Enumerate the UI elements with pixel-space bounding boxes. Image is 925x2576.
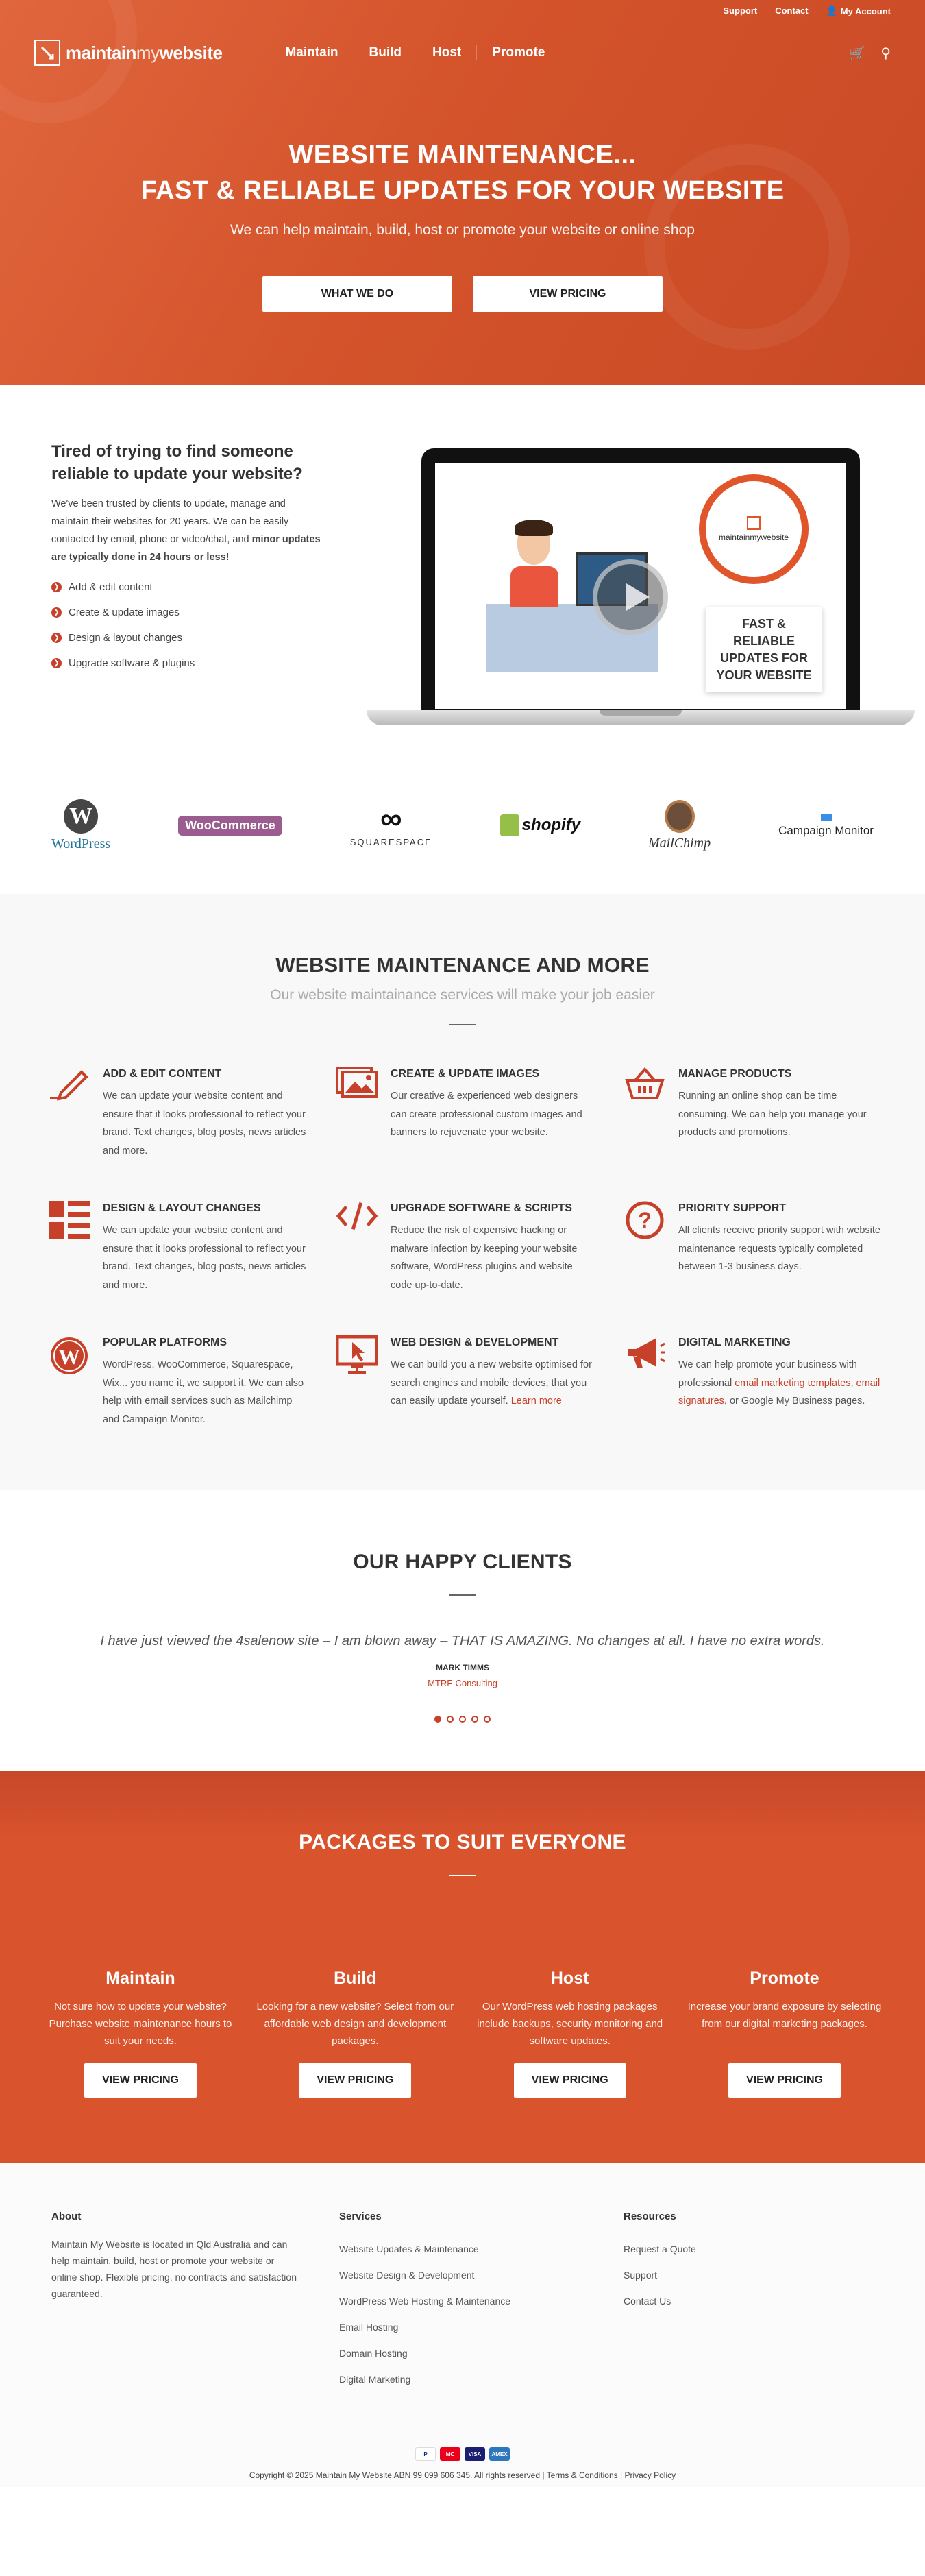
squarespace-icon: ∞: [380, 801, 402, 836]
testimonial-pager: [0, 1716, 925, 1723]
contact-link[interactable]: Contact: [775, 5, 809, 16]
intro-para-b: minor updates are typically done in 24 hours or less!: [51, 534, 321, 563]
hero-subtitle: We can help maintain, build, host or promote your website or online shop: [230, 222, 695, 238]
service-text-body: We can build you a new website optimised for search engines and mobile devices, that you can easily update yourself.: [391, 1359, 592, 1407]
service-text-c: , or Google My Business pages.: [724, 1396, 865, 1407]
packages-section: [0, 1771, 925, 2163]
packages-title: PACKAGES TO SUIT EVERYONE: [299, 1831, 626, 1854]
payment-icons: [0, 2447, 925, 2461]
laptop-video[interactable]: [367, 448, 915, 736]
package-name: Maintain: [106, 1969, 175, 1988]
video-tagline: FAST & RELIABLE UPDATES FOR YOUR WEBSITE: [706, 607, 822, 692]
footer-services-title: Services: [339, 2211, 382, 2222]
mailchimp-logo: [648, 800, 711, 851]
email-signatures-link[interactable]: email signatures: [678, 1377, 880, 1407]
chevron-right-icon: ❯: [51, 607, 62, 618]
packages-band: [0, 1771, 925, 1839]
copyright: [0, 2470, 925, 2487]
pager-dot[interactable]: [434, 1716, 441, 1723]
squarespace-logo-text: SQUARESPACE: [349, 836, 432, 847]
svg-text:W: W: [58, 1344, 80, 1369]
testimonial-author: MARK TIMMS: [436, 1663, 489, 1673]
service-title: POPULAR PLATFORMS: [103, 1337, 227, 1348]
woocommerce-logo-text: WooCommerce: [178, 816, 282, 836]
intro-paragraph: [51, 495, 325, 566]
wordpress-logo: [51, 799, 110, 852]
visa-icon: VISA: [465, 2447, 485, 2461]
package-text: Looking for a new website? Select from our affordable web design and development packages.: [256, 2001, 454, 2047]
package-card: [256, 1969, 454, 2098]
list-item-label: Upgrade software & plugins: [69, 657, 195, 669]
service-text: Running an online shop can be time consuming. We can help you manage your products and promotions.: [678, 1091, 867, 1138]
user-icon: 👤: [826, 5, 837, 16]
services-subtitle: Our website maintainance services will make your job easier: [270, 987, 655, 1003]
package-name: Host: [550, 1969, 589, 1988]
site-logo[interactable]: [34, 40, 222, 66]
list-item: [51, 574, 325, 600]
chevron-right-icon: ❯: [51, 633, 62, 643]
package-card: [41, 1969, 240, 2098]
pencil-icon: [48, 1067, 90, 1109]
service-title: UPGRADE SOFTWARE & SCRIPTS: [391, 1202, 572, 1214]
megaphone-icon: [624, 1335, 666, 1378]
campaign-monitor-logo-text: Campaign Monitor: [778, 823, 874, 837]
intro-text: [51, 440, 325, 676]
what-we-do-button[interactable]: WHAT WE DO: [262, 276, 452, 312]
feature-list: [51, 574, 325, 676]
account-label: My Account: [840, 5, 891, 16]
footer: [0, 2163, 925, 2487]
privacy-link[interactable]: Privacy Policy: [624, 2470, 676, 2480]
chevron-right-icon: ❯: [51, 658, 62, 668]
package-card: [471, 1969, 669, 2098]
footer-link[interactable]: Domain Hosting: [339, 2348, 408, 2359]
service-item: [336, 1067, 596, 1160]
list-item: [51, 651, 325, 676]
copyright-text: Copyright © 2025 Maintain My Website ABN 99 099 606 345. All rights reserved |: [249, 2470, 547, 2480]
service-title: WEB DESIGN & DEVELOPMENT: [391, 1337, 559, 1348]
footer-about-title: About: [51, 2211, 82, 2222]
question-circle-icon: [624, 1201, 666, 1243]
terms-link[interactable]: Terms & Conditions: [546, 2470, 618, 2480]
logo-text-b: my: [136, 42, 160, 63]
footer-link[interactable]: Website Design & Development: [339, 2270, 475, 2281]
service-title: DESIGN & LAYOUT CHANGES: [103, 1202, 261, 1214]
divider: [449, 1594, 476, 1596]
service-item: [336, 1335, 596, 1429]
support-link[interactable]: Support: [723, 5, 758, 16]
services-section: [0, 894, 925, 1490]
service-text: Our creative & experienced web designers can create professional custom images and banners to rejuvenate your website.: [391, 1091, 582, 1138]
host-pricing-button[interactable]: VIEW PRICING: [514, 2063, 626, 2098]
promote-pricing-button[interactable]: VIEW PRICING: [728, 2063, 841, 2098]
package-text: Our WordPress web hosting packages include backups, security monitoring and software updates.: [477, 2001, 663, 2047]
service-text: [391, 1356, 596, 1411]
service-item: [48, 1067, 308, 1160]
service-item: [336, 1201, 596, 1294]
footer-about: [51, 2211, 339, 2392]
email-templates-link[interactable]: email marketing templates: [735, 1377, 851, 1389]
service-text: We can update your website content and ensure that it looks professional to reflect your brand. Text changes, blog posts, news articles and more.: [103, 1091, 306, 1156]
wordpress-logo-text: WordPress: [51, 836, 111, 851]
service-title: DIGITAL MARKETING: [678, 1337, 791, 1348]
logo-mark-icon: [747, 516, 761, 530]
campaign-monitor-logo: [778, 814, 874, 838]
services-title: WEBSITE MAINTENANCE AND MORE: [275, 954, 650, 977]
package-text: Not sure how to update your website? Purchase website maintenance hours to suit your needs.: [49, 2001, 232, 2047]
nav-item-maintain[interactable]: Maintain: [270, 45, 354, 60]
hero-content: [0, 137, 925, 312]
images-icon: [336, 1067, 378, 1109]
list-item: [51, 625, 325, 651]
wordpress-icon: [48, 1335, 90, 1378]
person-illustration: [510, 566, 558, 607]
package-text: Increase your brand exposure by selecting from our digital marketing packages.: [687, 2001, 882, 2030]
divider: [449, 1875, 476, 1876]
mailchimp-logo-text: MailChimp: [648, 835, 711, 851]
list-item-label: Create & update images: [69, 607, 180, 618]
service-item: [48, 1201, 308, 1294]
search-icon[interactable]: ⚲: [880, 45, 891, 61]
shopify-logo: [500, 814, 580, 836]
main-nav: [34, 37, 891, 69]
service-title: MANAGE PRODUCTS: [678, 1068, 792, 1080]
nav-item-host[interactable]: Host: [417, 45, 477, 60]
service-item: [624, 1335, 884, 1429]
service-text-b: ,: [850, 1377, 856, 1389]
learn-more-link[interactable]: Learn more: [510, 1396, 562, 1407]
testimonial-quote: I have just viewed the 4salenow site – I am blown away – THAT IS AMAZING. No changes at all. I have no extra words.: [100, 1633, 825, 1649]
footer-link[interactable]: Digital Marketing: [339, 2374, 411, 2385]
service-item: [624, 1067, 884, 1160]
play-icon[interactable]: [593, 559, 668, 635]
mailchimp-icon: [665, 800, 695, 833]
platform-logos: [51, 798, 874, 853]
top-bar: [723, 5, 891, 16]
envelope-icon: [821, 814, 832, 821]
service-title: CREATE & UPDATE IMAGES: [391, 1068, 540, 1080]
testimonial-company: MTRE Consulting: [428, 1678, 497, 1688]
copyright-sep: |: [617, 2470, 625, 2480]
footer-link[interactable]: Support: [624, 2270, 658, 2281]
laptop-notch: [600, 710, 682, 716]
layout-icon: [48, 1201, 90, 1243]
list-item: [51, 600, 325, 625]
view-pricing-button[interactable]: VIEW PRICING: [473, 276, 663, 312]
list-item-label: Design & layout changes: [69, 632, 182, 644]
woocommerce-logo: [178, 816, 282, 836]
intro-section: [0, 385, 925, 853]
pager-dot[interactable]: [459, 1716, 466, 1723]
service-item: [48, 1335, 308, 1429]
nav-item-build[interactable]: Build: [354, 45, 418, 60]
package-card: [685, 1969, 884, 2098]
nav-menu: [270, 45, 560, 60]
footer-about-text: Maintain My Website is located in Qld Australia and can help maintain, build, host or promote your website or online shop. Flexible pricing, no contracts and satisfaction guaranteed.: [51, 2239, 297, 2299]
chevron-right-icon: ❯: [51, 582, 62, 592]
account-link[interactable]: [826, 5, 891, 16]
maintain-pricing-button[interactable]: VIEW PRICING: [84, 2063, 197, 2098]
nav-item-promote[interactable]: Promote: [492, 45, 545, 60]
paypal-icon: P: [415, 2447, 436, 2461]
logo-mark-icon: [34, 40, 60, 66]
intro-para-a: We've been trusted by clients to update, manage and maintain their websites for 20 years. We can be easily contacted by email, phone or video/chat, and: [51, 498, 289, 545]
clients-section: [0, 1490, 925, 1771]
package-name: Build: [334, 1969, 377, 1988]
packages-row: [41, 1969, 884, 2098]
hero: [0, 0, 925, 385]
hero-buttons: [0, 276, 925, 312]
amex-icon: AMEX: [489, 2447, 510, 2461]
footer-services: [339, 2211, 624, 2392]
intro-heading: Tired of trying to find someone reliable to update your website?: [51, 442, 303, 483]
services-grid: [48, 1067, 880, 1429]
service-text: All clients receive priority support with website maintenance requests typically completed between 1-3 business days.: [678, 1225, 880, 1272]
build-pricing-button[interactable]: VIEW PRICING: [299, 2063, 411, 2098]
service-item: [624, 1201, 884, 1294]
divider: [449, 1024, 476, 1025]
footer-resources-title: Resources: [624, 2211, 676, 2222]
video-logo-text: maintainmywebsite: [718, 533, 789, 542]
service-text: Reduce the risk of expensive hacking or malware infection by keeping your website software, WordPress plugins and website code up-to-date.: [391, 1225, 578, 1291]
hero-heading: [0, 137, 925, 208]
monitor-cursor-icon: [336, 1335, 378, 1378]
service-text: [678, 1356, 884, 1411]
squarespace-logo: [349, 801, 432, 847]
service-title: ADD & EDIT CONTENT: [103, 1068, 222, 1080]
svg-text:?: ?: [638, 1208, 652, 1232]
logo-text-c: website: [159, 42, 223, 63]
pager-dot[interactable]: [484, 1716, 491, 1723]
video-logo-circle: [699, 474, 809, 584]
code-icon: [336, 1201, 378, 1243]
service-text-a: We can help promote your business with professional: [678, 1359, 857, 1389]
cart-icon[interactable]: 🛒: [848, 45, 866, 61]
footer-resources: [624, 2211, 696, 2392]
shopify-logo-text: shopify: [521, 816, 581, 834]
hero-heading-line1: WEBSITE MAINTENANCE...: [288, 141, 637, 169]
service-title: PRIORITY SUPPORT: [678, 1202, 787, 1214]
shopify-bag-icon: [500, 814, 519, 836]
pager-dot[interactable]: [471, 1716, 478, 1723]
footer-link[interactable]: WordPress Web Hosting & Maintenance: [339, 2296, 511, 2307]
service-text: We can update your website content and ensure that it looks professional to reflect your brand. Text changes, blog posts, news articles and more.: [103, 1225, 306, 1291]
mastercard-icon: MC: [440, 2447, 460, 2461]
package-name: Promote: [750, 1969, 819, 1988]
laptop-screen: [435, 463, 846, 709]
clients-title: OUR HAPPY CLIENTS: [353, 1551, 572, 1573]
pager-dot[interactable]: [447, 1716, 454, 1723]
footer-link[interactable]: Website Updates & Maintenance: [339, 2244, 479, 2255]
wordpress-icon: W: [64, 799, 98, 834]
person-hair: [515, 520, 553, 536]
list-item-label: Add & edit content: [69, 581, 153, 593]
service-text: WordPress, WooCommerce, Squarespace, Wix... you name it, we support it. We can also help with email services such as Mailchimp and Campaign Monitor.: [103, 1359, 304, 1425]
logo-text-a: maintain: [66, 42, 136, 63]
nav-icons: [848, 45, 891, 62]
hero-heading-line2: FAST & RELIABLE UPDATES FOR YOUR WEBSITE: [140, 176, 785, 205]
footer-link[interactable]: Request a Quote: [624, 2244, 696, 2255]
basket-icon: [624, 1067, 666, 1109]
footer-link[interactable]: Email Hosting: [339, 2322, 399, 2333]
footer-link[interactable]: Contact Us: [624, 2296, 671, 2307]
